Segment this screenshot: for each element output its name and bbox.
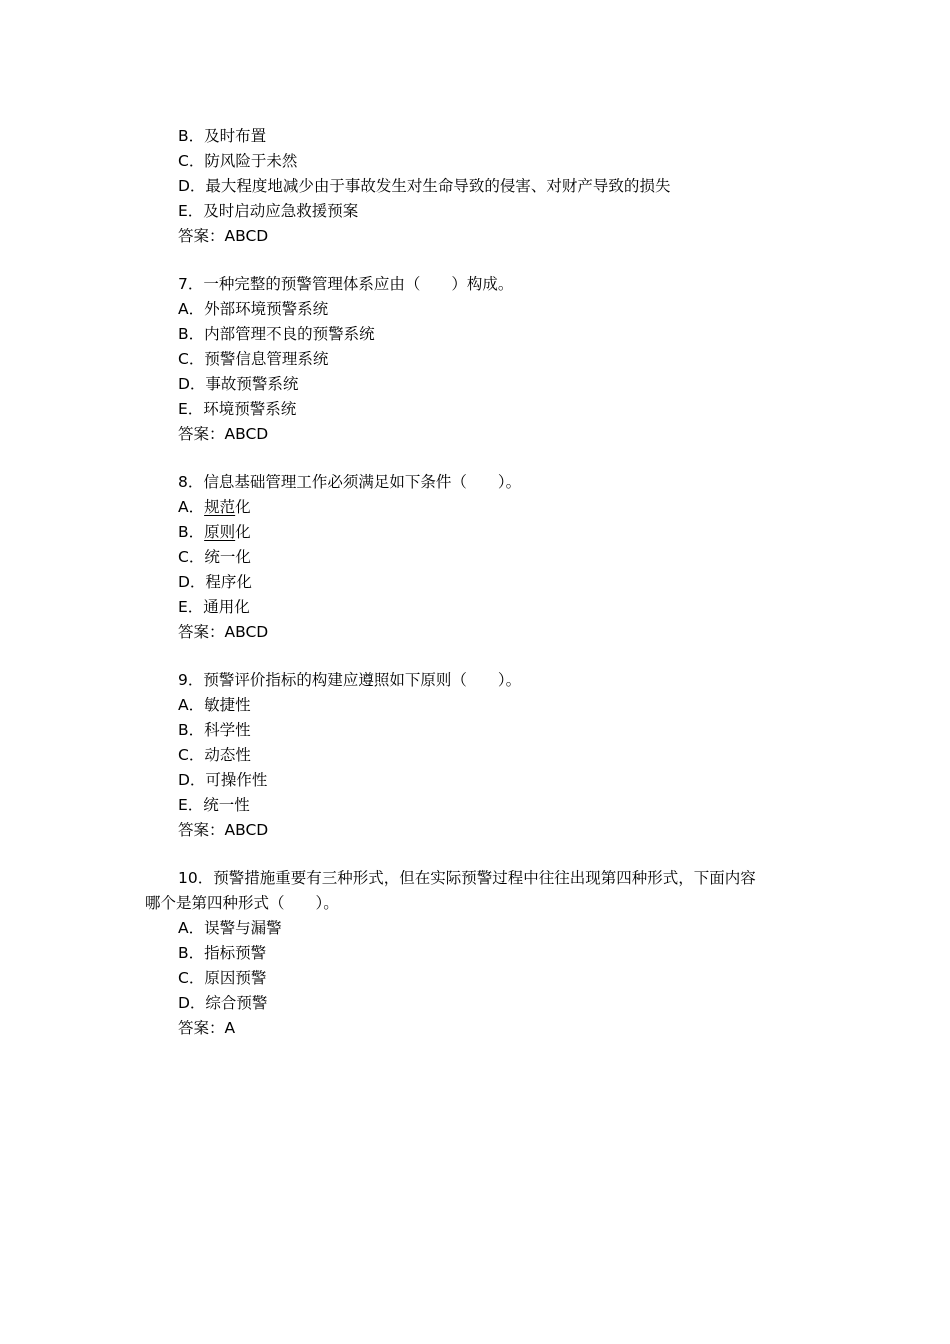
q8-option-a [178,497,251,517]
option-e: E．及时启动应急救援预案 [178,202,359,220]
answer: 答案：ABCD [178,227,269,245]
q7-option-a: A．外部环境预警系统 [178,300,329,318]
q7-option-b: B．内部管理不良的预警系统 [178,325,375,343]
q10-option-c: C．原因预警 [178,969,267,987]
q8-option-a-underlined: 规范 [204,498,236,516]
q10-option-a: A．误警与漏警 [178,919,282,937]
question-10-stem-line2: 哪个是第四种形式（ ）。 [145,894,339,912]
option-d: D．最大程度地减少由于事故发生对生命导致的侵害、对财产导致的损失 [178,177,671,195]
q9-option-d: D．可操作性 [178,771,268,789]
q7-answer: 答案：ABCD [178,425,269,443]
q9-option-b: B．科学性 [178,721,251,739]
q7-option-c: C．预警信息管理系统 [178,350,329,368]
option-c: C．防风险于未然 [178,152,298,170]
q8-option-a-prefix: A． [178,498,205,516]
question-10-stem-line1: 10．预警措施重要有三种形式，但在实际预警过程中往往出现第四种形式，下面内容 [178,869,756,887]
question-8-stem: 8．信息基础管理工作必须满足如下条件（ ）。 [178,473,522,491]
q7-option-e: E．环境预警系统 [178,400,297,418]
q8-option-d: D．程序化 [178,573,252,591]
q8-option-b [178,522,251,542]
q8-option-b-suffix: 化 [235,523,251,541]
option-b: B．及时布置 [178,127,267,145]
q9-option-a: A．敏捷性 [178,696,251,714]
q8-answer: 答案：ABCD [178,623,269,641]
question-9-stem: 9．预警评价指标的构建应遵照如下原则（ ）。 [178,671,522,689]
q9-answer: 答案：ABCD [178,821,269,839]
q7-option-d: D．事故预警系统 [178,375,299,393]
q9-option-c: C．动态性 [178,746,251,764]
q8-option-e: E．通用化 [178,598,250,616]
q10-option-d: D．综合预警 [178,994,268,1012]
q8-option-b-prefix: B． [178,523,205,541]
q8-option-b-underlined: 原则 [204,523,236,541]
q8-option-a-suffix: 化 [235,498,251,516]
question-7-stem: 7．一种完整的预警管理体系应由（ ）构成。 [178,275,514,293]
q9-option-e: E．统一性 [178,796,250,814]
q10-answer: 答案：A [178,1019,236,1037]
q8-option-c: C．统一化 [178,548,251,566]
q10-option-b: B．指标预警 [178,944,267,962]
